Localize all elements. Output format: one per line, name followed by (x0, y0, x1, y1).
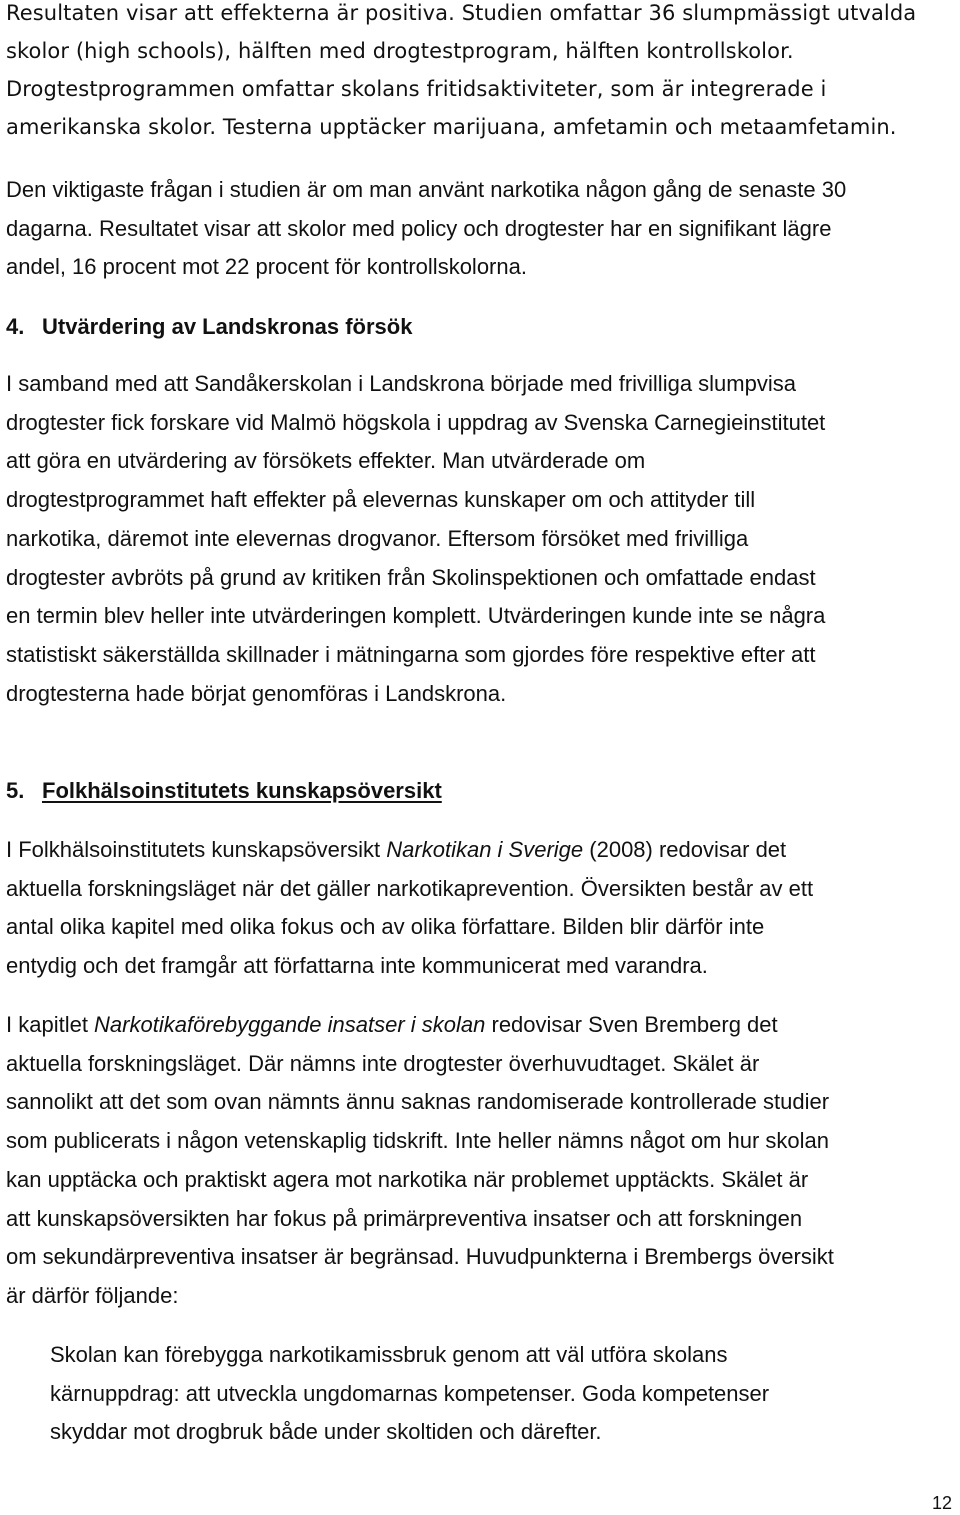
text-run: I kapitlet (6, 1012, 95, 1037)
paragraph-landskrona-evaluation: I samband med att Sandåkerskolan i Landskrona började med frivilliga slumpvisa drogtester fick forskare vid Malmö högskola i uppdrag av Svenska Carnegieinstitutet att göra en utvärdering av försökets effekter. Man utvärderade om drogtestprogrammet haft effekter på elevernas kunskaper om och attityder till narkotika, däremot inte elevernas drogvanor. Eftersom försöket med frivilliga drogtester avbröts på grund av kritiken från Skolinspektionen och omfattade endast en termin blev heller inte utvärderingen komplett. Utvärderingen kunde inte se några statistiskt säkerställda skillnader i mätningarna som gjordes före respektive efter att drogtesterna hade börjat genomföras i Landskrona. (6, 371, 826, 706)
section-number: 4. (6, 314, 25, 339)
section-number: 5. (6, 778, 25, 803)
text-run: (2008) redovisar det aktuella forskningsläget när det gäller narkotikaprevention. Översikten består av ett antal olika kapitel med olika fokus och av olika författare. Bilden blir därför inte entydig och det framgår att författarna inte kommunicerat med varandra. (6, 837, 814, 979)
paragraph-key-question: Den viktigaste frågan i studien är om man använt narkotika någon gång de senaste 30 dagarna. Resultatet visar att skolor med policy och drogtester har en signifikant lägre andel, 16 procent mot 22 procent för kontrollskolorna. (6, 177, 847, 280)
text-run: redovisar Sven Bremberg det aktuella forskningsläget. Där nämns inte drogtester överhuvudtaget. Skälet är sannolikt att det som ovan nämnts ännu saknas randomiserade kontrollerade studier som publicerats i någon vetenskaplig tidskrift. Inte heller nämns något om hur skolan kan upptäcka och praktiskt agera mot narkotika när problemet upptäckts. Skälet är att kunskapsöversikten har fokus på primärpreventiva insatser och att forskningen om sekundärpreventiva insatser är begränsad. Huvudpunkterna i Brembergs översikt är därför följande: (6, 1012, 834, 1308)
page-number: 12 (931, 1493, 952, 1513)
indented-quote: Skolan kan förebygga narkotikamissbruk genom att väl utföra skolans kärnuppdrag: att utveckla ungdomarnas kompetenser. Goda kompetenser skyddar mot drogbruk både under skoltiden och därefter. (50, 1342, 770, 1445)
section-title: Folkhälsoinstitutets kunskapsöversikt (42, 778, 442, 803)
chapter-title: Narkotikaförebyggande insatser i skolan (94, 1012, 486, 1037)
text-run: I Folkhälsoinstitutets kunskapsöversikt (6, 837, 387, 862)
section-title: Utvärdering av Landskronas försök (42, 314, 413, 339)
paragraph-bremberg-chapter (6, 1006, 834, 1316)
paragraph-knowledge-overview (6, 831, 813, 986)
publication-title: Narkotikan i Sverige (386, 837, 584, 862)
section-heading-4 (6, 312, 412, 342)
section-heading-5 (6, 776, 442, 806)
paragraph-study-results: Resultaten visar att effekterna är positiva. Studien omfattar 36 slumpmässigt utvalda skolor (high schools), hälften med drogtestprogram, hälften kontrollskolor. Drogtestprogrammen omfattar skolans fritidsaktiviteter, som är integrerade i amerikanska skolor. Testerna upptäcker marijuana, amfetamin och metaamfetamin. (6, 1, 917, 139)
